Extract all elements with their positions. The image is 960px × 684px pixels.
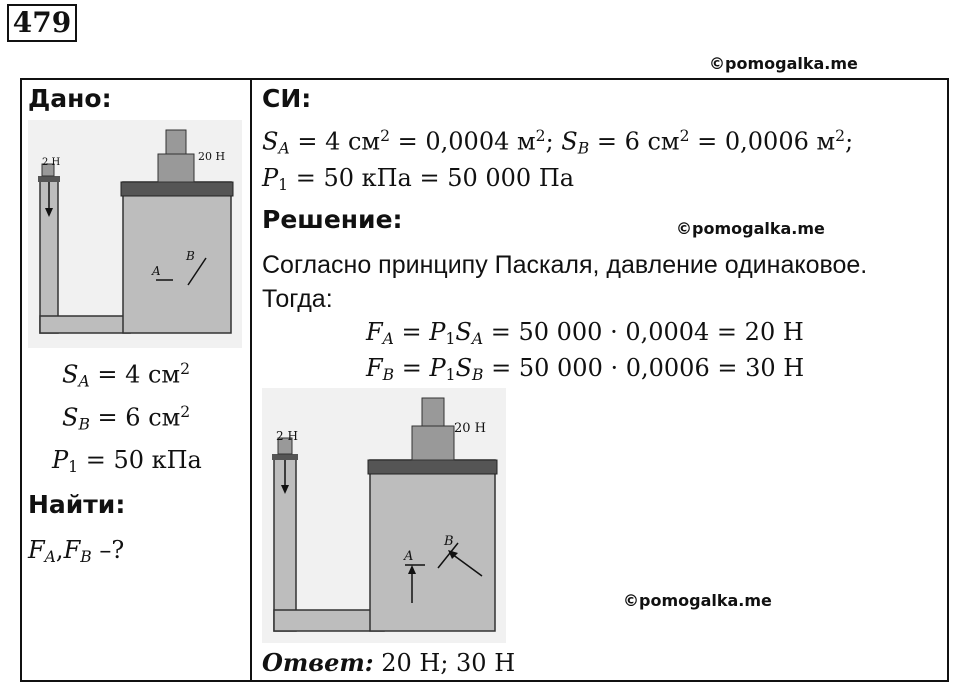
small-piston [272,454,298,460]
given-s-a: $S_A = 4$ $см^2$ [62,360,191,391]
si-header: СИ: [262,84,312,113]
column-divider [250,78,252,680]
connecting-pipe [40,316,130,333]
label-area-a: A [152,264,161,278]
label-small-weight: 2 Н [42,157,61,168]
wide-vessel [123,182,231,333]
problem-number: 479 [7,4,77,42]
label-big-weight: 20 Н [454,421,487,436]
label-area-b: B [186,249,195,263]
label-area-a: A [404,549,414,564]
find-header: Найти: [28,490,126,519]
large-piston [121,182,233,196]
label-area-b: B [444,534,454,549]
given-s-b: $S_B = 6$ $см^2$ [62,403,191,434]
solution-header: Решение: [262,205,403,234]
si-line-2: $P_1 = 50$ кПа = 50 000 Па [262,164,575,194]
label-small-weight: 2 Н [276,429,298,443]
small-piston [38,176,60,182]
si-line-1: $S_A = 4$ $см^2 = 0,0004$ $м^2$; $S_B = 6$ $см^2 = 0,0006$ $м^2$; [262,127,854,158]
big-weight-top [166,130,186,154]
big-weight [158,154,194,182]
solution-text-1: Согласно принципу Паскаля, давление одинаковое. [262,251,868,279]
big-weight [412,426,454,460]
large-piston [368,460,497,474]
label-big-weight: 20 Н [198,150,226,163]
answer: Ответ: 20 Н; 30 Н [262,648,516,677]
find-values: $F_A,F_B$ –? [28,536,125,566]
equation-f-a: $F_A = P_1S_A = 50$ 000 · 0,0004 = 20 Н [366,318,804,348]
connecting-pipe [274,610,384,631]
hydraulic-press-figure-small [28,120,242,348]
given-p-1: $P_1 = 50$ кПа [52,446,202,476]
solution-text-2: Тогда: [262,285,333,313]
big-weight-top [422,398,444,426]
watermark-bottom: ©pomogalka.me [623,591,772,610]
given-header: Дано: [28,84,112,113]
hydraulic-press-figure-large [262,388,506,643]
watermark-middle: ©pomogalka.me [676,219,825,238]
watermark: ©pomogalka.me [709,54,858,73]
equation-f-b: $F_B = P_1S_B = 50$ 000 · 0,0006 = 30 Н [366,354,805,384]
wide-vessel [370,460,495,631]
